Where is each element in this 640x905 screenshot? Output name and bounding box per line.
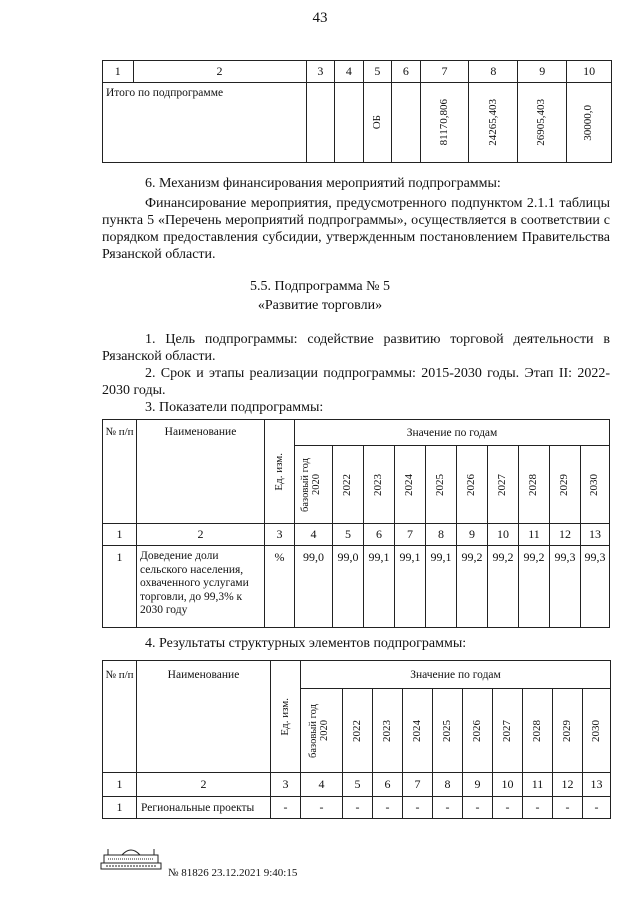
number-cell: 12 [553, 773, 583, 797]
document-number: № 81826 [168, 867, 209, 879]
col-values-header: Значение по годам [301, 661, 611, 689]
subprogram-totals-table [102, 60, 612, 163]
subprogram-heading: 5.5. Подпрограмма № 5 [250, 279, 390, 294]
number-cell: 11 [523, 773, 553, 797]
header-cell: 2 [133, 61, 306, 83]
indicator-unit: % [265, 546, 295, 628]
indicator-value: 99,2 [519, 546, 550, 628]
document-datetime: 23.12.2021 9:40:15 [211, 867, 298, 879]
goal-text: 1. Цель подпрограммы: содействие развитию торговой деятельности в Рязанской области. [102, 332, 610, 364]
year-header: 2025 [426, 446, 457, 524]
number-cell: 13 [583, 773, 611, 797]
col-name-header: Наименование [137, 661, 271, 773]
number-cell: 12 [550, 524, 581, 546]
section6-text: Финансирование мероприятия, предусмотренного подпунктом 2.1.1 таблицы пункта 5 «Перечень мероприятий подпрограммы», осуществляется в соответствии с порядком предоставления субсидии, утвержденным постановлением Правительства Рязанской области. [102, 196, 610, 262]
table-cell [392, 83, 421, 163]
number-cell: 7 [403, 773, 433, 797]
year-header: 2027 [488, 446, 519, 524]
total-value: 26905,403 [535, 99, 548, 146]
result-value: - [343, 797, 373, 819]
number-cell: 7 [395, 524, 426, 546]
number-cell: 9 [463, 773, 493, 797]
document-registration [168, 867, 297, 879]
header-cell: 9 [518, 61, 567, 83]
year-header: 2022 [333, 446, 364, 524]
year-header: 2024 [403, 689, 433, 773]
header-cell: 4 [335, 61, 364, 83]
header-cell: 10 [567, 61, 612, 83]
indicators-title: 3. Показатели подпрограммы: [145, 400, 324, 415]
indicator-value: 99,1 [395, 546, 426, 628]
total-value: 81170,806 [437, 99, 450, 146]
year-header: 2026 [463, 689, 493, 773]
indicator-value: 99,2 [488, 546, 519, 628]
result-value: - [433, 797, 463, 819]
page-number: 43 [312, 10, 328, 26]
indicator-name: Доведение доли сельского населения, охваченного услугами торговли, до 99,3% к 2030 году [137, 546, 265, 628]
number-cell: 5 [333, 524, 364, 546]
result-value: - [553, 797, 583, 819]
result-name: Региональные проекты [137, 797, 271, 819]
total-value: 24265,403 [486, 99, 499, 146]
number-cell: 5 [343, 773, 373, 797]
number-cell: 1 [103, 524, 137, 546]
funding-source: ОБ [370, 115, 383, 130]
total-label: Итого по подпрограмме [103, 83, 307, 163]
indicator-value: 99,3 [550, 546, 581, 628]
header-cell: 5 [363, 61, 392, 83]
result-value: - [301, 797, 343, 819]
result-unit: - [271, 797, 301, 819]
year-header: 2029 [553, 689, 583, 773]
col-name-header: Наименование [137, 420, 265, 524]
number-cell: 10 [488, 524, 519, 546]
indicator-value: 99,2 [457, 546, 488, 628]
year-header: 2026 [457, 446, 488, 524]
number-cell: 9 [457, 524, 488, 546]
results-title: 4. Результаты структурных элементов подпрограммы: [145, 636, 467, 651]
table-cell [518, 83, 567, 163]
col-values-header: Значение по годам [295, 420, 610, 446]
header-cell: 3 [306, 61, 335, 83]
year-header: 2022 [343, 689, 373, 773]
year-header: 2030 [583, 689, 611, 773]
table-cell [335, 83, 364, 163]
table-cell [420, 83, 469, 163]
number-cell: 11 [519, 524, 550, 546]
year-header: 2030 [581, 446, 610, 524]
table-cell [363, 83, 392, 163]
year-header: 2023 [373, 689, 403, 773]
section6-title: 6. Механизм финансирования мероприятий подпрограммы: [145, 176, 501, 191]
number-cell: 8 [433, 773, 463, 797]
number-cell: 1 [103, 773, 137, 797]
year-header: 2029 [550, 446, 581, 524]
subprogram-name: «Развитие торговли» [257, 298, 383, 313]
result-value: - [523, 797, 553, 819]
year-header: 2024 [395, 446, 426, 524]
result-value: - [373, 797, 403, 819]
number-cell: 2 [137, 524, 265, 546]
number-cell: 4 [301, 773, 343, 797]
row-number: 1 [103, 797, 137, 819]
col-number-header: № п/п [103, 420, 137, 524]
col-unit-header [265, 420, 295, 524]
table-cell [306, 83, 335, 163]
table-cell [567, 83, 612, 163]
number-cell: 10 [493, 773, 523, 797]
indicators-table [102, 419, 610, 628]
table-cell [469, 83, 518, 163]
header-cell: 1 [103, 61, 134, 83]
terms-text: 2. Срок и этапы реализации подпрограммы: 2015-2030 годы. Этап II: 2022-2030 годы. [102, 366, 610, 398]
number-cell: 8 [426, 524, 457, 546]
header-cell: 6 [392, 61, 421, 83]
indicator-value: 99,0 [333, 546, 364, 628]
results-table [102, 660, 611, 819]
row-number: 1 [103, 546, 137, 628]
number-cell: 6 [373, 773, 403, 797]
year-header: базовый год 2020 [301, 689, 343, 773]
result-value: - [403, 797, 433, 819]
result-value: - [583, 797, 611, 819]
total-value: 30000,0 [582, 104, 595, 141]
indicator-value: 99,0 [295, 546, 333, 628]
col-number-header: № п/п [103, 661, 137, 773]
number-cell: 3 [265, 524, 295, 546]
header-cell: 7 [420, 61, 469, 83]
indicator-value: 99,1 [426, 546, 457, 628]
number-cell: 4 [295, 524, 333, 546]
number-cell: 6 [364, 524, 395, 546]
year-header: 2028 [519, 446, 550, 524]
unit-header-text: Ед. изм. [278, 697, 291, 736]
emblem-stamp-icon [100, 843, 162, 871]
header-cell: 8 [469, 61, 518, 83]
year-header: 2027 [493, 689, 523, 773]
number-cell: 3 [271, 773, 301, 797]
indicator-value: 99,3 [581, 546, 610, 628]
indicator-value: 99,1 [364, 546, 395, 628]
result-value: - [463, 797, 493, 819]
col-unit-header [271, 661, 301, 773]
number-cell: 2 [137, 773, 271, 797]
result-value: - [493, 797, 523, 819]
year-header: 2028 [523, 689, 553, 773]
number-cell: 13 [581, 524, 610, 546]
year-header: базовый год 2020 [295, 446, 333, 524]
year-header: 2023 [364, 446, 395, 524]
year-header: 2025 [433, 689, 463, 773]
unit-header-text: Ед. изм. [272, 452, 285, 491]
